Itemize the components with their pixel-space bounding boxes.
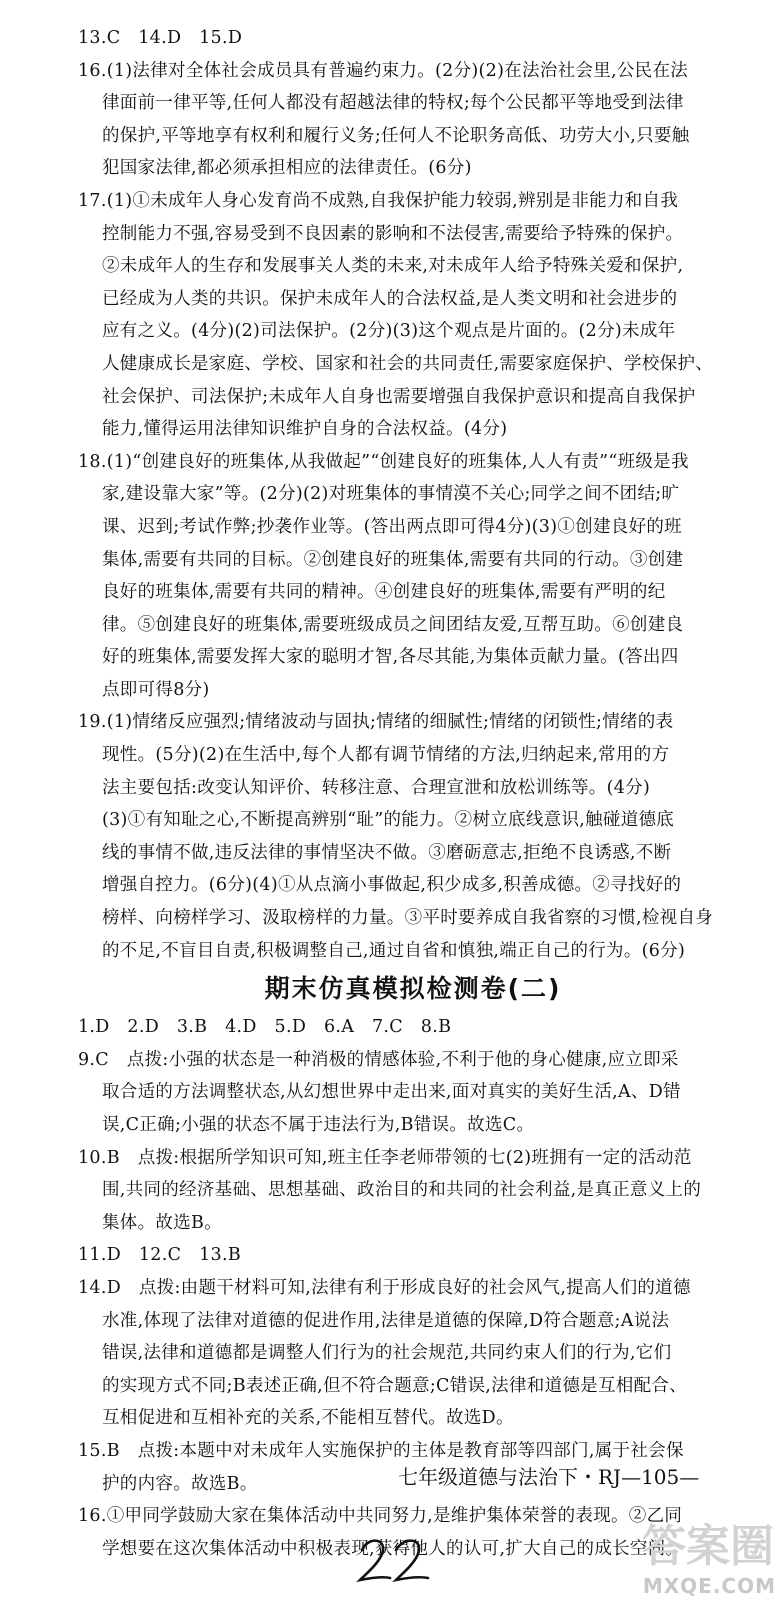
text-line: 1.D 2.D 3.B 4.D 5.D 6.A 7.C 8.B [78,1017,452,1038]
text-line: 水准,体现了法律对道德的促进作用,法律是道德的保障,D符合题意;A说法 [102,1310,670,1331]
text-line: 误,C正确;小强的状态不属于违法行为,B错误。故选C。 [102,1115,535,1135]
text-line: 10.B 点拨:根据所学知识可知,班主任李老师带领的七(2)班拥有一定的活动范 [78,1147,692,1168]
text-line: 控制能力不强,容易受到不良因素的影响和不法侵害,需要给予特殊的保护。 [102,223,684,244]
text-line: 9.C 点拨:小强的状态是一种消极的情感体验,不利于他的身心健康,应立即采 [78,1049,679,1070]
section-title: 期末仿真模拟检测卷(二) [264,974,562,1004]
text-line: 点即可得8分) [102,679,210,700]
text-line: 13.C 14.D 15.D [78,28,243,48]
text-line: 能力,懂得运用法律知识维护自身的合法权益。(4分) [102,419,508,440]
text-line: 集体。故选B。 [102,1212,222,1233]
text-line: 律。⑤创建良好的班集体,需要班级成员之间团结友爱,互帮互助。⑥创建良 [102,614,684,635]
watermark-url: MXQE.COM [642,1574,776,1598]
text-line: 应有之义。(4分)(2)司法保护。(2分)(3)这个观点是片面的。(2分)未成年 [102,321,676,342]
text-line: 集体,需要有共同的目标。②创建良好的班集体,需要有共同的行动。③创建 [102,549,684,570]
text-line: 学想要在这次集体活动中积极表现,获得他人的认可,扩大自己的成长空间。 [102,1538,684,1559]
text-line: 护的内容。故选B。 [102,1473,258,1494]
text-line: 18.(1)“创建良好的班集体,从我做起”“创建良好的班集体,人人有责”“班级是我 [78,451,689,472]
text-line: (3)①有知耻之心,不断提高辨别“耻”的能力。②树立底线意识,触碰道德底 [102,810,675,831]
text-line: ②未成年人的生存和发展事关人类的未来,对未成年人给予特殊关爱和保护, [102,256,684,277]
text-line: 已经成为人类的共识。保护未成年人的合法权益,是人类文明和社会进步的 [102,288,678,309]
text-line: 法主要包括:改变认知评价、转移注意、合理宣泄和放松训练等。(4分) [102,777,651,798]
answer-block-part-one [58,22,748,967]
text-line: 律面前一律平等,任何人都没有超越法律的特权;每个公民都平等地受到法律 [102,93,684,114]
text-line: 19.(1)情绪反应强烈;情绪波动与固执;情绪的细腻性;情绪的闭锁性;情绪的表 [78,712,674,733]
text-line: 错误,法律和道德都是调整人们行为的社会规范,共同约束人们的行为,它们 [102,1343,672,1364]
text-line: 17.(1)①未成年人身心发育尚不成熟,自我保护能力较弱,辨别是非能力和自我 [78,190,679,211]
text-line: 16.①甲同学鼓励大家在集体活动中共同努力,是维护集体荣誉的表现。②乙同 [78,1506,683,1527]
text-line: 15.B 点拨:本题中对未成年人实施保护的主体是教育部等四部门,属于社会保 [78,1440,684,1461]
text-line: 现性。(5分)(2)在生活中,每个人都有调节情绪的方法,归纳起来,常用的方 [102,745,670,766]
text-line: 犯国家法律,都必须承担相应的法律责任。(6分) [102,158,472,179]
text-line: 线的事情不做,违反法律的事情坚决不做。③磨砺意志,拒绝不良诱惑,不断 [102,842,672,863]
text-line: 的保护,平等地享有权利和履行义务;任何人不论职务高低、功劳大小,只要触 [102,125,690,146]
watermark-cn: 答案圈 [642,1521,774,1572]
handwritten-mark [354,1528,434,1588]
text-line: 14.D 点拨:由题干材料可知,法律有利于形成良好的社会风气,提高人们的道德 [78,1277,691,1298]
text-line: 好的班集体,需要发挥大家的聪明才智,各尽其能,为集体贡献力量。(答出四 [102,647,679,668]
text-line: 的实现方式不同;B表述正确,但不符合题意;C错误,法律和道德是互相配合、 [102,1375,687,1396]
text-line: 家,建设靠大家”等。(2分)(2)对班集体的事情漠不关心;同学之间不团结;旷 [102,484,680,505]
text-line: 取合适的方法调整状态,从幻想世界中走出来,面对真实的美好生活,A、D错 [102,1082,681,1103]
watermark-logo [622,1508,782,1600]
text-line: 围,共同的经济基础、思想基础、政治目的和共同的社会利益,是真正意义上的 [102,1180,702,1201]
text-line: 的不足,不盲目自责,积极调整自己,通过自省和慎独,端正自己的行为。(6分) [102,940,686,961]
text-line: 增强自控力。(6分)(4)①从点滴小事做起,积少成多,积善成德。②寻找好的 [102,875,682,896]
answer-content [58,22,748,1565]
text-line: 11.D 12.C 13.B [78,1245,241,1266]
text-line: 16.(1)法律对全体社会成员具有普遍约束力。(2分)(2)在法治社会里,公民在法 [78,60,689,81]
page-footer: 七年级道德与法治下・RJ—105— [398,1465,700,1489]
text-line: 良好的班集体,需要有共同的精神。④创建良好的班集体,需要有严明的纪 [102,582,666,603]
text-line: 榜样、向榜样学习、汲取榜样的力量。③平时要养成自我省察的习惯,检视自身 [102,908,714,929]
text-line: 人健康成长是家庭、学校、国家和社会的共同责任,需要家庭保护、学校保护、 [102,353,714,374]
text-line: 社会保护、司法保护;未成年人自身也需要增强自我保护意识和提高自我保护 [102,386,696,407]
text-line: 互相促进和互相补充的关系,不能相互替代。故选D。 [102,1408,514,1429]
text-line: 课、迟到;考试作弊;抄袭作业等。(答出两点即可得4分)(3)①创建良好的班 [102,516,682,537]
